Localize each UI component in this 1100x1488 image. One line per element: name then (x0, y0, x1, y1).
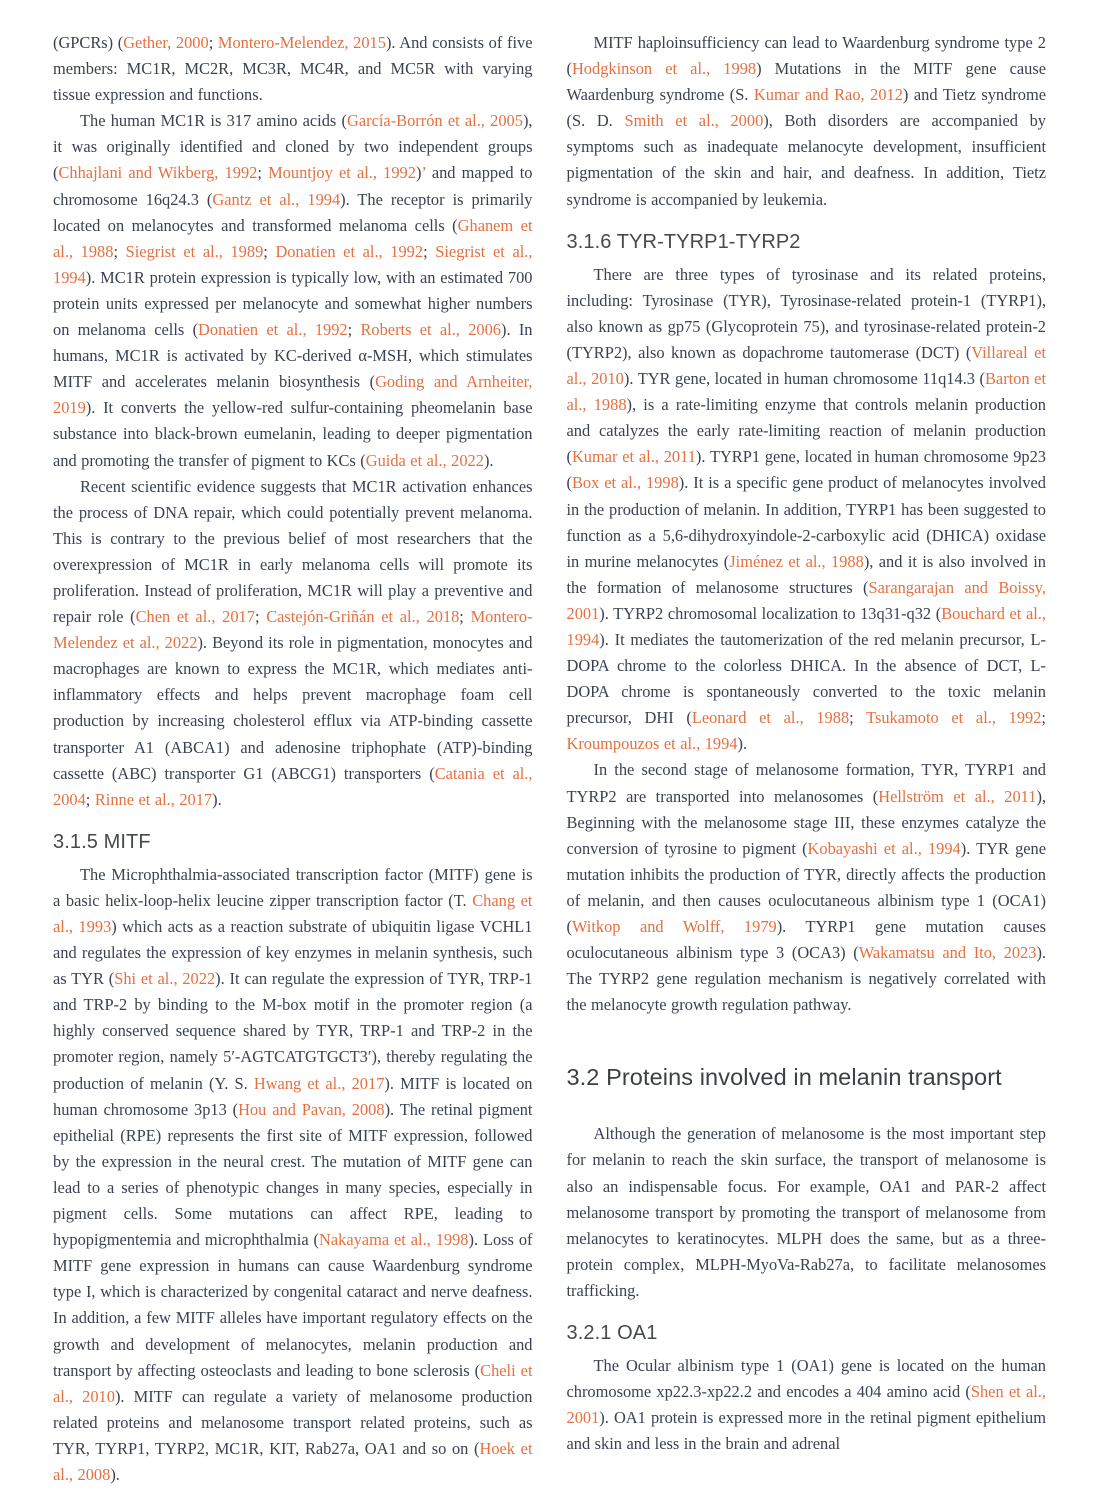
citation-link[interactable]: Shen et al., 2001 (566, 1382, 1047, 1428)
text-run: ; (423, 241, 436, 261)
citation-link[interactable]: Villareal et al., 2010 (566, 342, 1046, 389)
citation-link[interactable]: García-Borrón et al., 2005 (347, 111, 523, 131)
text-run: MITF haploinsufficiency can lead to Waardenburg syndrome type 2 ( (566, 33, 1046, 79)
text-run: ), Beginning with the melanosome stage III, these enzymes catalyze the conversion of tyrosine to pigment ( (566, 786, 1047, 858)
text-run: ). MC1R protein expression is typically low, with an estimated 700 protein units expressed per melanocyte and somewhat higher numbers on melanoma cells ( (53, 267, 533, 340)
citation-link[interactable]: Kumar et al., 2011 (571, 447, 696, 467)
text-run: ). Loss of MITF gene expression in humans can cause Waardenburg syndrome type I, which is characterized by congenital cataract and nerve deafness. In addition, a few MITF alleles have important regulatory effects on the growth and development of melanocytes, melanin production and transport by affecting osteoclasts and leading to bone sclerosis ( (53, 1230, 533, 1380)
text-run: ). It is a specific gene product of melanocytes involved in the production of melanin. In addition, TYRP1 has been suggested to function as a 5,6-dihydroxyindole-2-carboxylic acid (DHICA) oxidase in murine melanocytes ( (566, 473, 1046, 571)
subsection-heading: 3.2.1 OA1 (566, 1322, 658, 1345)
text-run: ), is a rate-limiting enzyme that controls melanin production and catalyzes the early rate-limiting reaction of melanin production ( (566, 395, 1046, 467)
text-run: ), Both disorders are accompanied by symptoms such as inadequate melanocyte development, insufficient pigmentation of the skin and hair, and deafness. In addition, Tietz syndrome is accompanied by leukemia. (566, 111, 1046, 209)
text-run: ; (263, 241, 276, 261)
paragraph (567, 30, 1047, 213)
citation-link[interactable]: Hwang et al., 2017 (253, 1073, 385, 1093)
text-run: In the second stage of melanosome formation, TYR, TYRP1 and TYRP2 are transported into melanosomes ( (566, 760, 1046, 806)
text-run: There are three types of tyrosinase and its related proteins, including: Tyrosinase (TYR), Tyrosinase-related protein-1 (TYRP1), also known as gp75 (Glycoprotein 75), and tyrosinase-related protein-2 (TYRP2), also known as dopachrome tautomerase (DCT) ( (566, 264, 1046, 362)
citation-link[interactable]: Montero-Melendez, 2015 (217, 33, 386, 52)
text-run: ). It mediates the tautomerization of the red melanin precursor, L-DOPA chrome to the colorless DHICA. In the absence of DCT, L-DOPA chrome is spontaneously converted to the toxic melanin precursor, DHI ( (566, 629, 1046, 728)
citation-link[interactable]: Ghanem et al., 1988 (53, 215, 533, 261)
text-run: ; (113, 241, 126, 261)
citation-link[interactable]: Rinne et al., 2017 (94, 789, 213, 809)
text-run: ). Beyond its role in pigmentation, monocytes and macrophages are known to express the MC1R, which mediates anti-inflammatory effects and helps prevent macrophage foam cell production by increasing cholesterol efflux via ATP-binding cassette transporter A1 (ABCA1) and adenosine triphophate (ATP)-binding cassette (ABC) transporter G1 (ABCG1) transporters ( (53, 633, 533, 783)
citation-link[interactable]: Kumar and Rao, 2012 (753, 85, 903, 105)
citation-link[interactable]: Mountjoy et al., 1992 (268, 163, 416, 183)
column-left (53, 30, 533, 1488)
citation-link[interactable]: Siegrist et al., 1994 (53, 241, 533, 287)
text-run: ). OA1 protein is expressed more in the retinal pigment epithelium and skin and less in the brain and adrenal (566, 1408, 1046, 1454)
paragraph (567, 1121, 1047, 1304)
text-run: ). MITF can regulate a variety of melanosome production related proteins and melanosome transport related proteins, such as TYR, TYRP1, TYRP2, MC1R, KIT, Rab27a, OA1 and so on ( (53, 1386, 533, 1458)
text-run: ; (459, 607, 471, 627)
text-run: ). It converts the yellow-red sulfur-containing pheomelanin base substance into black-brown eumelanin, leading to deeper pigmentation and promoting the transfer of pigment to KCs ( (53, 398, 533, 470)
citation-link[interactable]: Hodgkinson et al., 1998 (571, 59, 757, 79)
citation-link[interactable]: Box et al., 1998 (571, 473, 679, 493)
text-run: ) Mutations in the MITF gene cause Waardenburg syndrome (S. (566, 59, 1046, 105)
citation-link[interactable]: Siegrist et al., 1989 (125, 241, 264, 261)
text-run: ). The TYRP2 gene regulation mechanism is negatively correlated with the melanocyte growth regulation pathway. (566, 943, 1046, 1015)
citation-link[interactable]: Tsukamoto et al., 1992 (866, 708, 1042, 728)
citation-link[interactable]: Chang et al., 1993 (53, 890, 533, 936)
citation-link[interactable]: Roberts et al., 2006 (360, 320, 501, 340)
text-run: ), it was originally identified and cloned by two independent groups ( (53, 111, 533, 183)
text-run: ; (208, 33, 218, 52)
citation-link[interactable]: Hou and Pavan, 2008 (238, 1099, 385, 1119)
section-heading: 3.2 Proteins involved in melanin transport (566, 1064, 1002, 1091)
citation-link[interactable]: Catania et al., 2004 (53, 763, 533, 809)
citation-link[interactable]: Smith et al., 2000 (624, 111, 764, 131)
text-run: Recent scientific evidence suggests that MC1R activation enhances the process of DNA repair, which could potentially prevent melanoma. This is contrary to the previous belief of most researchers that the overexpression of MC1R in early melanoma cells will promote its proliferation. Instead of proliferation, MC1R will play a preventive and repair role ( (53, 476, 533, 627)
text-run: ; (849, 708, 867, 728)
text-run: ; (257, 163, 269, 183)
text-run: The Microphthalmia-associated transcription factor (MITF) gene is a basic helix-loop-helix leucine zipper transcription factor (T. (53, 864, 533, 910)
citation-link[interactable]: Guida et al., 2022 (365, 450, 484, 470)
text-run: ) (415, 163, 422, 183)
text-run: ). It can regulate the expression of TYR, TRP-1 and TRP-2 by binding to the M-box motif in the promoter region (a highly conserved sequence shared by TYR, TRP-1 and TRP-2 in the promoter region, namely 5′-AGTCATGTGCT3′), thereby regulating the production of melanin (Y. S. (53, 969, 533, 1093)
text-run: ). (212, 789, 222, 809)
citation-link[interactable]: Donatien et al., 1992 (275, 241, 424, 261)
article-body (53, 30, 1046, 1488)
text-run: ). TYR gene mutation inhibits the production of TYR, directly affects the production of melanin, and then causes oculocutaneous albinism type 1 (OCA1) ( (566, 838, 1047, 936)
paragraph (567, 1353, 1047, 1457)
paragraph (53, 30, 533, 108)
citation-link[interactable]: Gether, 2000 (123, 33, 209, 52)
citation-link[interactable]: Cheli et al., 2010 (53, 1360, 533, 1406)
text-run: ; (254, 607, 267, 627)
paragraph (53, 108, 533, 473)
text-run: The human MC1R is 317 amino acids ( (80, 111, 348, 131)
text-run: and mapped to chromosome 16q24.3 ( (53, 163, 533, 209)
citation-link[interactable]: Jiménez et al., 1988 (729, 551, 864, 571)
citation-link[interactable]: ’ (421, 163, 426, 183)
text-run: ; (85, 789, 95, 809)
citation-link[interactable]: Sarangarajan and Boissy, 2001 (566, 577, 1046, 623)
citation-link[interactable]: Gantz et al., 1994 (212, 189, 341, 209)
text-run: ) and Tietz syndrome (S. D. (566, 85, 1046, 131)
text-run: ) which acts as a reaction substrate of ubiquitin ligase VCHL1 and regulates the expression of key enzymes in melanin synthesis, such as TYR ( (53, 917, 533, 989)
text-run: ). (110, 1464, 120, 1484)
text-run: ). MITF is located on human chromosome 3p13 ( (53, 1073, 533, 1119)
citation-link[interactable]: Kobayashi et al., 1994 (807, 838, 961, 858)
paragraph (567, 757, 1047, 1018)
paragraph (53, 862, 533, 1488)
text-run: The Ocular albinism type 1 (OA1) gene is located on the human chromosome xp22.3-xp22.2 and encodes a 404 amino acid ( (566, 1356, 1046, 1402)
text-run: ). (483, 450, 494, 470)
citation-link[interactable]: Leonard et al., 1988 (691, 708, 850, 728)
text-run: ). In humans, MC1R is activated by KC-derived α-MSH, which stimulates MITF and accelerates melanin biosynthesis ( (53, 320, 533, 392)
citation-link[interactable]: Montero-Melendez et al., 2022 (53, 607, 533, 653)
text-run: Although the generation of melanosome is the most important step for melanin to reach the skin surface, the transport of melanosome is also an indispensable focus. For example, OA1 and PAR-2 affect melanosome transport by promoting the transport of melanosome from melanocytes to keratinocytes. MLPH does the same, but as a three-protein complex, MLPH-MyoVa-Rab27a, to facilitate melanosomes trafficking. (566, 1124, 1046, 1300)
citation-link[interactable]: Hellström et al., 2011 (878, 786, 1037, 806)
citation-link[interactable]: Donatien et al., 1992 (198, 320, 348, 340)
subsection-heading: 3.1.6 TYR-TYRP1-TYRP2 (566, 230, 801, 253)
column-right (567, 30, 1047, 1488)
citation-link[interactable]: Kroumpouzos et al., 1994 (566, 734, 738, 754)
citation-link[interactable]: Chen et al., 2017 (135, 607, 255, 627)
text-run: ; (1041, 708, 1046, 728)
text-run: ), and it is also involved in the formation of melanosome structures ( (566, 551, 1046, 597)
text-run: (GPCRs) ( (53, 33, 124, 52)
subsection-heading: 3.1.5 MITF (53, 830, 151, 853)
text-run: ). The receptor is primarily located on melanocytes and transformed melanoma cells ( (53, 189, 533, 235)
text-run: ). (737, 734, 748, 754)
paragraph (53, 474, 533, 813)
citation-link[interactable]: Shi et al., 2022 (114, 969, 216, 989)
citation-link[interactable]: Bouchard et al., 1994 (566, 603, 1046, 649)
citation-link[interactable]: Goding and Arnheiter, 2019 (53, 372, 533, 418)
citation-link[interactable]: Wakamatsu and Ito, 2023 (858, 943, 1037, 963)
paragraph (567, 262, 1047, 758)
citation-link[interactable]: Castejón-Griñán et al., 2018 (266, 607, 460, 627)
text-run: ). The retinal pigment epithelial (RPE) represents the first site of MITF expression, followed by the expression in the neural crest. The mutation of MITF gene can lead to a series of phenotypic changes in many species, especially in pigment cells. Some mutations can affect RPE, leading to hypopigmentemia and microphthalmia ( (53, 1099, 533, 1250)
text-run: ). TYR gene, located in human chromosome 11q14.3 ( (623, 369, 985, 389)
citation-link[interactable]: Chhajlani and Wikberg, 1992 (58, 163, 258, 183)
text-run: ). TYRP1 gene mutation causes oculocutaneous albinism type 3 (OCA3) ( (566, 917, 1046, 963)
text-run: ). TYRP2 chromosomal localization to 13q31-q32 ( (599, 603, 942, 623)
citation-link[interactable]: Barton et al., 1988 (566, 369, 1046, 415)
citation-link[interactable]: Hoek et al., 2008 (53, 1438, 533, 1484)
text-run: ; (347, 320, 361, 340)
text-run: ). TYRP1 gene, located in human chromosome 9p23 ( (566, 447, 1046, 493)
citation-link[interactable]: Witkop and Wolff, 1979 (571, 917, 777, 936)
text-run: ). And consists of five members: MC1R, MC2R, MC3R, MC4R, and MC5R with varying tissue expression and functions. (53, 33, 533, 105)
citation-link[interactable]: Nakayama et al., 1998 (319, 1230, 469, 1250)
